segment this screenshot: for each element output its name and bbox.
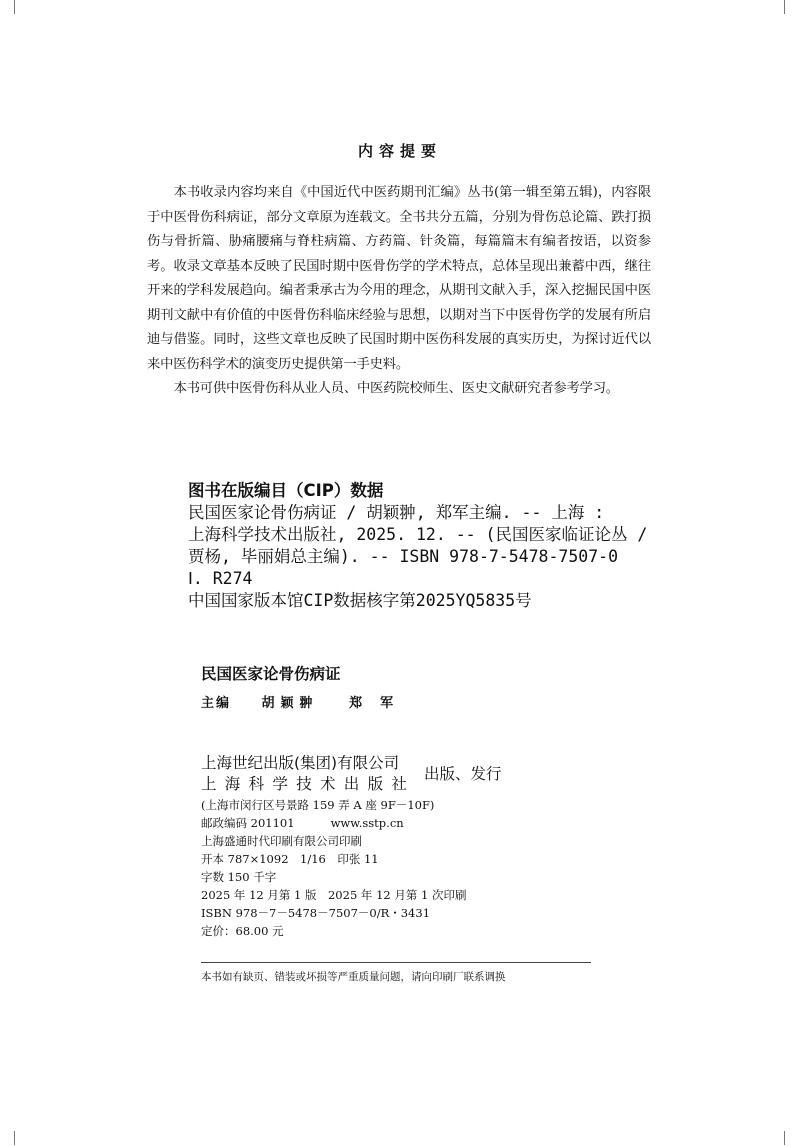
postal-line <box>201 814 467 832</box>
abstract-title: 内容提要 <box>357 142 442 160</box>
cip-line: 民国医家论骨伤病证 / 胡颖翀, 郑军主编. -- 上海 : <box>188 503 605 522</box>
website: www.sstp.cn <box>330 816 404 830</box>
publisher-address: (上海市闵行区号景路 159 弄 A 座 9F－10F) <box>201 798 435 812</box>
printer: 上海盛通时代印刷有限公司印刷 <box>201 834 362 848</box>
cip-line: 中国国家版本馆CIP数据核字第2025YQ5835号 <box>188 591 532 610</box>
editor-name: 胡颖翀 <box>261 696 319 711</box>
abstract-paragraph: 本书可供中医骨伤科从业人员、中医药院校师生、医史文献研究者参考学习。 <box>173 381 619 396</box>
cip-heading: 图书在版编目（CIP）数据 <box>188 481 384 500</box>
crop-mark-bottom-left <box>14 1131 15 1145</box>
divider <box>201 962 591 963</box>
cip-line: 上海科学技术出版社, 2025. 12. -- (民国医家临证论丛 / <box>188 525 648 544</box>
colophon-info <box>201 796 467 940</box>
editor-label: 主编 <box>201 696 232 711</box>
cip-block <box>188 480 788 612</box>
book-format: 开本 787×1092 1/16 印张 11 <box>201 852 379 866</box>
crop-mark-top-right <box>784 0 785 14</box>
word-count: 字数 150 千字 <box>201 870 277 884</box>
cip-line: 贾杨, 毕丽娟总主编). -- ISBN 978-7-5478-7507-0 <box>188 547 619 566</box>
price: 定价：68.00 元 <box>201 924 284 938</box>
crop-mark-bottom-right <box>784 1131 785 1145</box>
publisher-role: 出版、发行 <box>424 765 502 783</box>
publisher-group: 上海世纪出版(集团)有限公司 <box>201 754 400 772</box>
editor-line <box>201 692 435 711</box>
book-title: 民国医家论骨伤病证 <box>201 665 341 683</box>
footer-note: 本书如有缺页、错装或坏损等严重质量问题，请向印刷厂联系调换 <box>201 971 506 983</box>
publisher-name: 上海科学技术出版社 <box>201 775 416 793</box>
abstract-body <box>147 181 651 402</box>
editor-name: 郑军 <box>349 696 412 711</box>
isbn: ISBN 978－7－5478－7507－0/R・3431 <box>201 906 431 920</box>
crop-mark-top-left <box>14 0 15 14</box>
cip-line: Ⅰ. R274 <box>188 569 253 588</box>
abstract-paragraph: 本书收录内容均来自《中国近代中医药期刊汇编》丛书(第一辑至第五辑)，内容限于中医骨伤科病证，部分文章原为连载文。全书共分五篇，分别为骨伤总论篇、跌打损伤与骨折篇、胁痛腰痛与脊柱病篇、方药篇、针灸篇，每篇篇末有编者按语，以资参考。收录文章基本反映了民国时期中医骨伤学的学术特点，总体呈现出兼蓄中西，继往开来的学科发展趋向。编者秉承古为今用的理念，从期刊文献入手，深入挖掘民国中医期刊文献中有价值的中医骨伤科临床经验与思想，以期对当下中医骨伤学的发展有所启迪与借鉴。同时，这些文章也反映了民国时期中医伤科发展的真实历史，为探讨近代以来中医伤科学术的演变历史提供第一手史料。 <box>147 185 651 372</box>
edition-info: 2025 年 12 月第 1 版 2025 年 12 月第 1 次印刷 <box>201 888 467 902</box>
postal-code: 邮政编码 201101 <box>201 816 295 830</box>
